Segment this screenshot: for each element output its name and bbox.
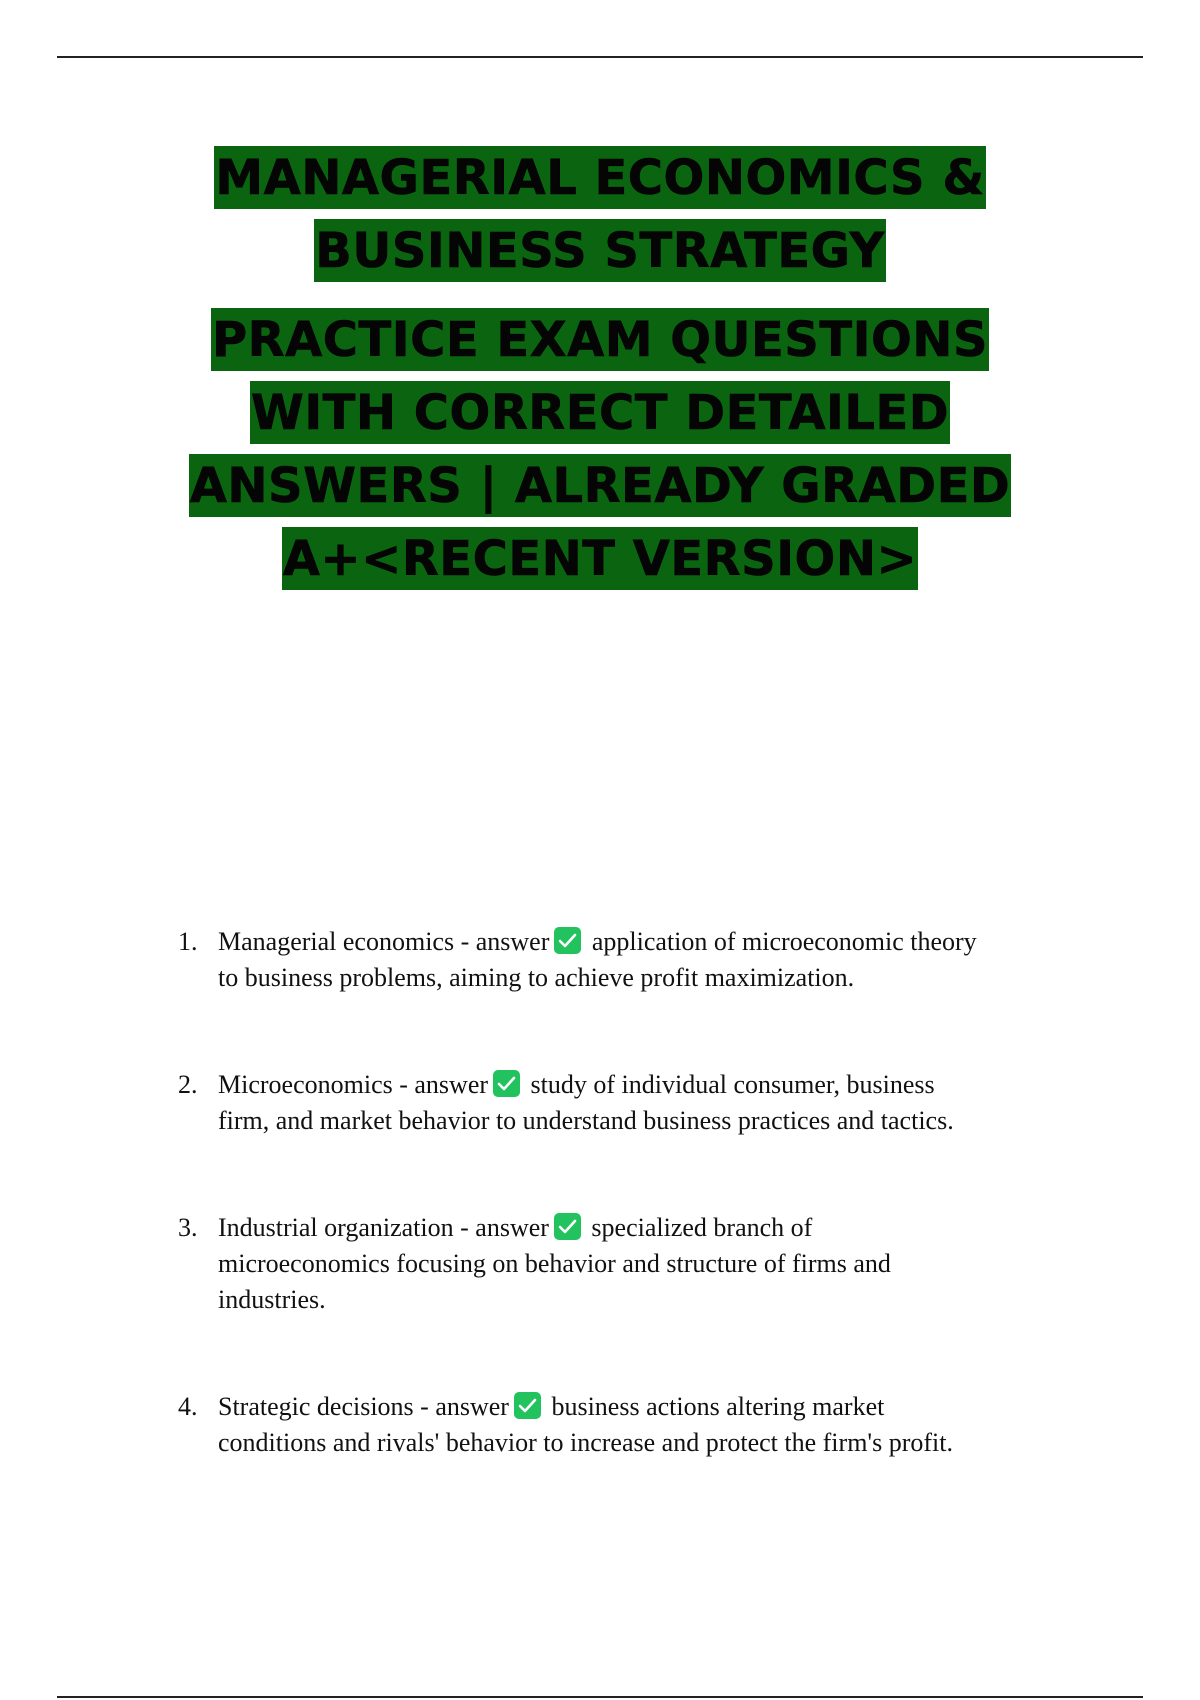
- bottom-rule: [57, 1696, 1143, 1698]
- item-definition-line: industries.: [218, 1285, 326, 1314]
- list-item: [178, 1389, 1078, 1461]
- item-definition-line: study of individual consumer, business: [524, 1070, 935, 1099]
- list-item: [178, 1067, 1078, 1139]
- item-definition-line: conditions and rivals' behavior to increase and protect the firm's profit.: [218, 1428, 953, 1457]
- top-rule: [57, 56, 1143, 58]
- title-line-4: WITH CORRECT DETAILED: [0, 377, 1200, 450]
- item-number: 2.: [178, 1070, 198, 1099]
- item-term: Managerial economics - answer: [218, 927, 550, 956]
- check-icon: [493, 1070, 520, 1097]
- item-term: Strategic decisions - answer: [218, 1392, 509, 1421]
- item-definition-line: microeconomics focusing on behavior and structure of firms and: [218, 1249, 891, 1278]
- item-definition-line: specialized branch of: [584, 1213, 813, 1242]
- item-definition-line: application of microeconomic theory: [585, 927, 977, 956]
- item-number: 3.: [178, 1213, 198, 1242]
- title-line-6: A+<RECENT VERSION>: [0, 523, 1200, 596]
- item-term: Industrial organization - answer: [218, 1213, 549, 1242]
- list-item: [178, 1210, 1078, 1318]
- check-icon: [514, 1392, 541, 1419]
- title-line-2: BUSINESS STRATEGY: [0, 215, 1200, 288]
- item-number: 1.: [178, 927, 198, 956]
- title-line-5: ANSWERS | ALREADY GRADED: [0, 450, 1200, 523]
- qa-list: [178, 924, 1078, 1461]
- item-term: Microeconomics - answer: [218, 1070, 489, 1099]
- list-item: [178, 924, 1078, 996]
- title-line-1: MANAGERIAL ECONOMICS &: [0, 142, 1200, 215]
- title-line-3: PRACTICE EXAM QUESTIONS: [0, 304, 1200, 377]
- check-icon: [554, 1213, 581, 1240]
- check-icon: [554, 927, 581, 954]
- document-title: [0, 142, 1200, 596]
- item-definition-line: to business problems, aiming to achieve profit maximization.: [218, 963, 855, 992]
- item-definition-line: firm, and market behavior to understand business practices and tactics.: [218, 1106, 954, 1135]
- item-number: 4.: [178, 1392, 198, 1421]
- item-definition-line: business actions altering market: [544, 1392, 885, 1421]
